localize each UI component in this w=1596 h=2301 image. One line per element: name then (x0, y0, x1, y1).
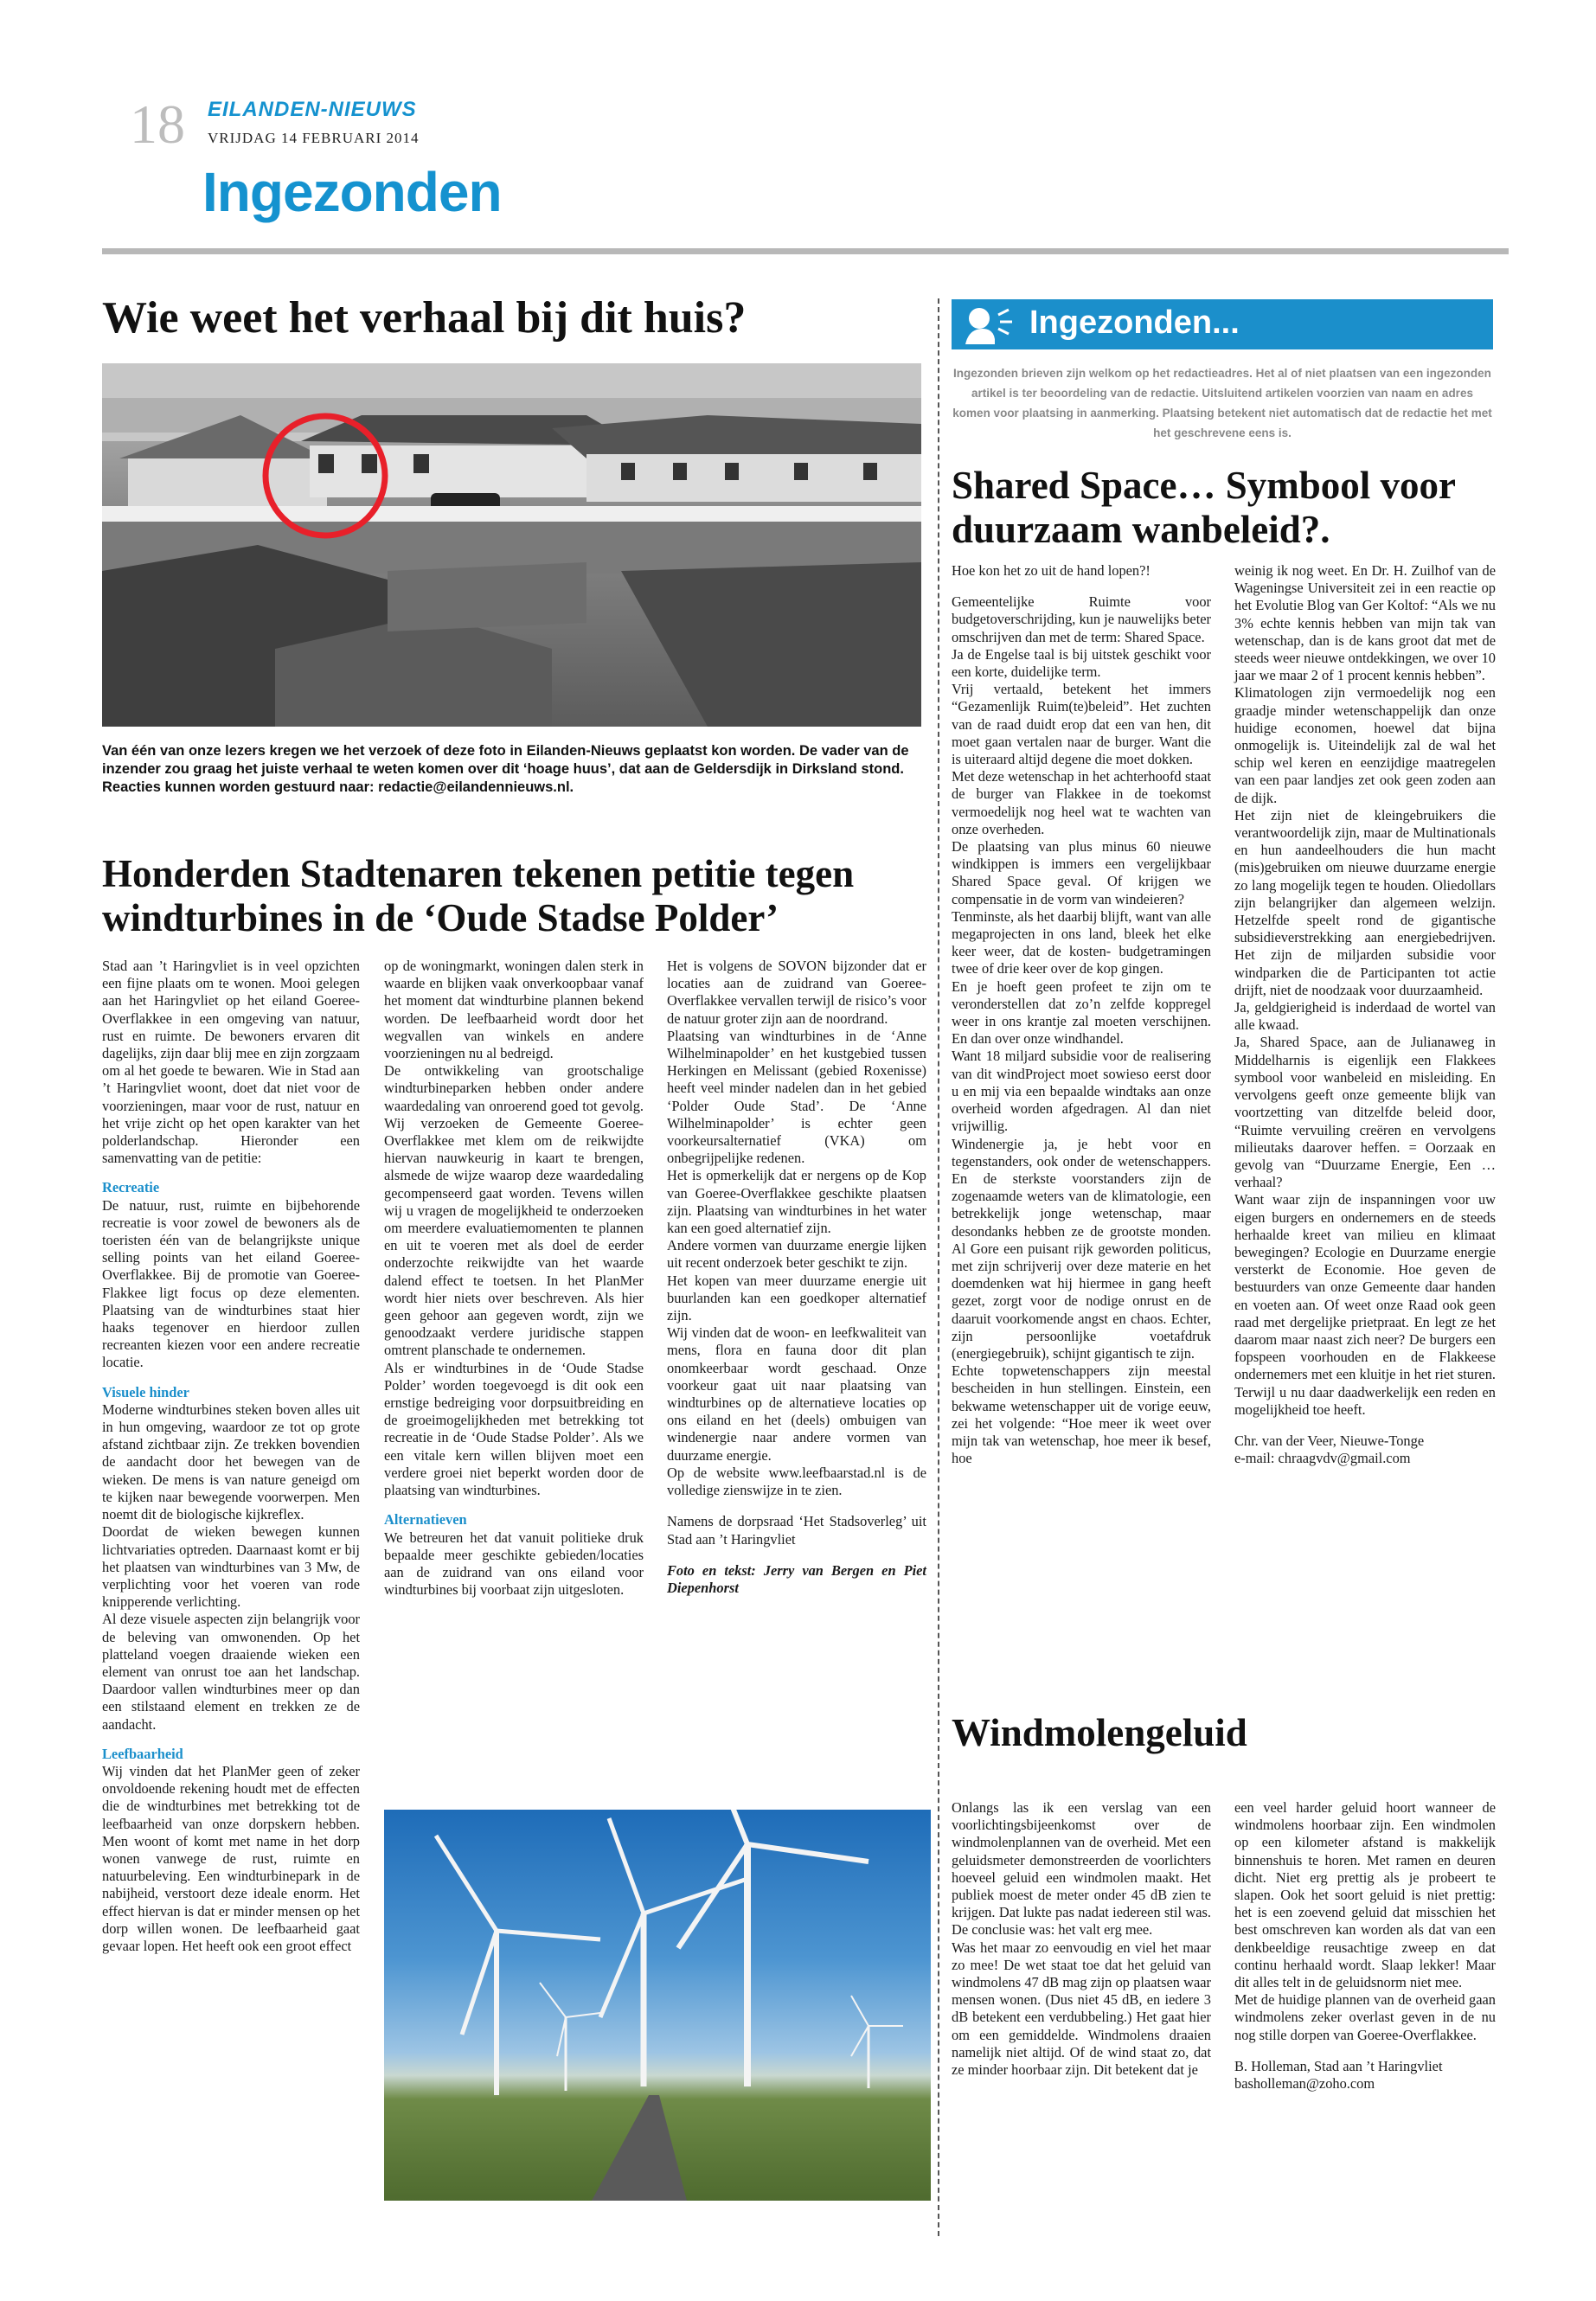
article-shared-space-title: Shared Space… Symbool voor duurzaam wanbeleid?. (952, 464, 1456, 552)
petition-column-3 (667, 958, 926, 1597)
windturbines-drawing (384, 1810, 931, 2201)
paragraph: De natuur, rust, ruimte en bijbehorende recreatie is voor zowel de bewoners als de toeristen één van de belangrijkste unique selling points van het eiland Goeree-Overflakkee. Bij de promotie van Goeree-Flakkee ligt focus op deze elementen. Plaatsing van de windturbines staat hier haaks tegenover en hierdoor zullen recreanten kiezen voor een andere recreatie locatie. (102, 1196, 360, 1371)
author-email: e-mail: chraagvdv@gmail.com (1234, 1450, 1411, 1467)
speaker-icon (957, 299, 1026, 349)
section-title: Ingezonden (202, 161, 502, 223)
house-photo-drawing (102, 363, 921, 727)
paragraph: Al deze visuele aspecten zijn belangrijk voor de beleving van omwonenden. Op het platteland voegen draaiende wieken een element van onrust toe aan het landschap. Daardoor vallen windturbines meer op dan een stilstaand element en trekken ze de aandacht. (102, 1611, 360, 1733)
paragraph: Windenergie ja, je hebt voor en tegenstanders, ook onder de wetenschappers. En de sterkste voorstanders zijn de zogenaamde weters van de klimatologie, een betrekkelijk jonge wetenschap, maar desondanks hebben ze de grootste monden. Al Gore een puisant rijk geworden politicus, met zijn schrijverij over deze materie en het doemdenken wat hij hiermee in gang heeft gezet, zorgt voor de nodige onrust en de daaruit voorkomende angst en chaos. Echter, zijn persoonlijke voetafdruk (energiegebruik), schijnt gigantisch te zijn. (952, 1135, 1211, 1362)
paragraph: Het is opmerkelijk dat er nergens op de Kop van Goeree-Overflakkee geschikte plaatsen zijn. Plaatsing van windturbines in het water kan een goed alternatief zijn. (667, 1167, 926, 1237)
subheading-leefbaarheid: Leefbaarheid (102, 1745, 183, 1762)
paragraph: Andere vormen van duurzame energie lijken uit recent onderzoek beter geschikt te zijn. (667, 1237, 926, 1272)
subheading-recreatie: Recreatie (102, 1179, 160, 1196)
paragraph: Klimatologen zijn vermoedelijk nog een graadje minder wetenschappelijk dan onze huidige economen, hoewel dat bijna onmogelijk is. Uiteindelijk zal de wal het schip wel keren en eenzijdige maatregelen van een paar landjes zet ook geen zoden aan de dijk. (1234, 684, 1496, 806)
paragraph: Het is volgens de SOVON bijzonder dat er locaties aan de zuidrand van Goeree-Overflakkee vervallen terwijl de risico’s voor de natuur groter zijn aan de noordrand. (667, 958, 926, 1027)
windmolengeluid-column-1 (952, 1799, 1211, 2079)
paragraph: Ja, Shared Space, aan de Julianaweg in Middelharnis is eigenlijk een Flakkees symbool voor wanbeleid en misleiding. En vervolgens geeft onze gemeente blijk van voortzetting van ditzelfde beleid door, “Ruimte vervuiling creëren en vervolgens milieutaks daarover heffen. = Oorzaak en gevolg van “Duurzame Energie, Een … verhaal? (1234, 1034, 1496, 1191)
paragraph: Het zijn niet de kleingebruikers die verantwoordelijk zijn, maar de Multinationals en hun aandeelhouders die hun macht (mis)gebruiken om nieuwe duurzame energie zo lang mogelijk tegen te houden. Oliedollars zijn belangrijker dan algemeen welzijn. Hetzelfde speelt rond de gigantische subsidieverstrekking aan energiebedrijven. Het zijn de miljarden subsidie voor windparken die de Participanten tot actie drijft, niet de noodzaak voor duurzaamheid. (1234, 806, 1496, 998)
paragraph: Als er windturbines in de ‘Oude Stadse Polder’ worden toegevoegd is dit ook een ernstige bedreiging voor dorpsuitbreiding en de groeimogelijkheden met betrekking tot recreatie in de ‘Oude Stadse Polder’. Als we een vitale kern willen blijven moet een verdere groei niet beperkt worden door de plaatsing van windturbines. (384, 1359, 644, 1499)
masthead-logo: EILANDEN-NIEUWS (208, 98, 417, 121)
paragraph: Doordat de wieken bewegen kunnen lichtvariaties optreden. Daarnaast komt er bij het plaatsen van windturbines van 3 Mw, de verplichting voor het voeren van rode knipperende verlichting. (102, 1523, 360, 1611)
paragraph: Was het maar zo eenvoudig en viel het maar zo mee! De wet staat toe dat het geluid van windmolens 47 dB mag zijn op plaatsen waar mensen wonen. (Dus niet 45 dB, en iedere 3 dB betekent een verdubbeling.) Het gaat hier om een gemiddelde. Windmolens draaien namelijk niet altijd. Of de wind staat zo, dat ze minder hoorbaar zijn. Dit betekent dat je (952, 1939, 1211, 2079)
article-petition-title: Honderden Stadtenaren tekenen petitie tegen windturbines in de ‘Oude Stadse Polder’ (102, 852, 855, 940)
paragraph: Met deze wetenschap in het achterhoofd staat de burger van Flakkee in de toekomst vermoedelijk nog heel wat te wachten van onze overheden. (952, 768, 1211, 837)
paragraph: Op de website www.leefbaarstad.nl is de volledige zienswijze in te zien. (667, 1464, 926, 1499)
petition-column-2 (384, 958, 644, 1599)
paragraph-signoff: Namens de dorpsraad ‘Het Stadsoverleg’ uit Stad aan ’t Haringvliet (667, 1513, 926, 1548)
paragraph: Plaatsing van windturbines in de ‘Anne Wilhelminapolder’ en het kustgebied tussen Herkingen en Melissant (gebied Roxenisse) heeft veel minder nadelen dan in het gebied ‘Polder Oude Stad’. De ‘Anne Wilhelminapolder’ is echter geen voorkeursalternatief (VKA) om onbegrijpelijke redenen. (667, 1027, 926, 1167)
paragraph: Vrij vertaald, betekent het immers “Gezamenlijk Ruim(te)beleid”. Het zuchten van de raad duidt erop dat een van hen, dit moet gaan vertalen naar de burger. Want die is uiteraard altijd degene die moet dokken. (952, 681, 1211, 768)
paragraph: een veel harder geluid hoort wanneer de windmolens hoorbaar zijn. Een windmolen op een kilometer afstand is makkelijk binnenshuis te horen. Met ramen en deuren dicht. Niet erg prettig als je probeert te slapen. Ook het soort geluid is niet prettig: het is een zoevend geluid dat misschien het best omschreven kan worden als dat van een denkbeeldige reusachtige zweep en dat continu herhaald wordt. Slaap lekker! Maar dit alles telt in de geluidsnorm niet mee. (1234, 1799, 1496, 1991)
author-email: basholleman@zoho.com (1234, 2075, 1375, 2093)
paragraph: De ontwikkeling van grootschalige windturbineparken hebben onder andere waardedaling van onroerend goed tot gevolg. Wij verzoeken de Gemeente Goeree-Overflakkee met klem om de reikwijdte hiervan nauwkeurig in kaart te brengen, alsmede de wijze waarop deze waardedaling gecompenseerd gaat worden. Tevens willen wij u vragen de mogelijkheid te onderzoeken om meerdere evaluatiemomenten te plannen en uit te voeren met als doel de eerder onderzochte reikwijdte van het waarde dalend effect te toetsen. In het PlanMer wordt hier niets over beschreven. Als hier geen gehoor aan gegeven wordt, zijn we genoodzaakt verdere juridische stappen omtrent planschade te ondernemen. (384, 1062, 644, 1359)
photo-credit: Foto en tekst: Jerry van Bergen en Piet Diepenhorst (667, 1561, 926, 1596)
windturbines-photo (384, 1810, 931, 2201)
shared-space-column-2 (1234, 562, 1496, 1467)
subheading-alternatieven: Alternatieven (384, 1511, 467, 1529)
house-photo (102, 363, 921, 727)
paragraph: En je hoeft geen profeet te zijn om te veronderstellen dat zo’n zelfde koppregel weer in ons krantje zal moeten verschijnen. En dan over onze windhandel. (952, 977, 1211, 1048)
paragraph: Hoe kon het zo uit de hand lopen?! (952, 562, 1151, 579)
paragraph: op de woningmarkt, woningen dalen sterk in waarde en blijken vaak onverkoopbaar vanaf het moment dat windturbine plannen bekend worden. De leefbaarheid wordt door het wegvallen van winkels en andere voorzieningen nu al bedreigd. (384, 958, 644, 1062)
petition-column-1 (102, 958, 360, 1955)
paragraph: Want 18 miljard subsidie voor de realisering van dit windProject moet sowieso eerst door u en mij via een bepaalde windtaks aan onze overheid worden afgedragen. Al dan niet vrijwillig. (952, 1048, 1211, 1135)
letters-box-title: Ingezonden... (1029, 304, 1240, 341)
paragraph: We betreuren het dat vanuit politieke druk bepaalde meer geschikte gebieden/locaties aan de zuidrand van ons eiland voor windturbines bij voorbaat zijn uitgesloten. (384, 1529, 644, 1599)
paragraph: De plaatsing van plus minus 60 nieuwe windkippen is immers een vergelijkbaar Shared Space geval. Of krijgen we compensatie in de vorm van windeieren? (952, 838, 1211, 907)
paragraph: weinig ik nog weet. En Dr. H. Zuilhof van de Wageningse Universiteit zei in een reactie op het Evolutie Blog van Ger Koltof: “Als we nu 3% echte kennis hebben van mijn tak van wetenschap, dan is de kans groot dat met de steeds weer nieuwe ontdekkingen, we over 10 jaar we maar 2 of 1 procent kennis hebben”. (1234, 562, 1496, 684)
subheading-visuele-hinder: Visuele hinder (102, 1383, 189, 1400)
article-house-title: Wie weet het verhaal bij dit huis? (102, 293, 747, 343)
letters-box-text: Ingezonden brieven zijn welkom op het redactieadres. Het al of niet plaatsen van een ingezonden artikel is ter beoordeling van de redactie. Uitsluitend artikelen voorzien van naam en adres komen voor plaatsing in aanmerking. Plaatsing betekent niet automatisch dat de redactie het met het geschrevene eens is. (952, 367, 1492, 439)
publication-date: VRIJDAG 14 FEBRUARI 2014 (208, 130, 420, 146)
paragraph: Gemeentelijke Ruimte voor budgetoverschrijding, kun je nauwelijks beter omschrijven dan met de term: Shared Space. (952, 593, 1211, 645)
page-number: 18 (130, 93, 185, 155)
paragraph: Echte topwetenschappers zijn meestal bescheiden in hun stellingen. Einstein, een bekwame wetenschapper uit de vorige eeuw, zei het volgende: “Hoe meer ik weet over mijn tak van wetenschap, hoe meer ik besef, hoe (952, 1362, 1211, 1467)
paragraph: Moderne windturbines steken boven alles uit in hun omgeving, waardoor ze tot op grote afstand zichtbaar zijn. Ze trekken bovendien de aandacht door het bewegen van de wieken. De mens is van nature geneigd om te kijken naar bewegende voorwerpen. Men noemt dit de biologische kijkreflex. (102, 1400, 360, 1523)
paragraph: Want waar zijn de inspanningen voor uw eigen burgers en ondernemers en de steeds herhaalde kreet van milieu en klimaat bewegingen? Ecologie en Duurzame energie versterkt de Economie. Hoe geven de bestuurders van onze Gemeente daar handen en voeten aan. Of weet onze Raad ook geen raad met dergelijke prietpraat. En legt ze het daarom maar naast zich neer? De burgers een fopspeen voorhouden en de Flakkeese ondernemers met een kluitje in het riet sturen. Terwijl u nu daar daadwerkelijk een reden en mogelijkheid toe heeft. (1234, 1191, 1496, 1418)
house-photo-caption: Van één van onze lezers kregen we het verzoek of deze foto in Eilanden-Nieuws geplaatst kon worden. De vader van de inzender zou graag het juiste verhaal te weten komen over dit ‘hoage huus’, dat aan de Geldersdijk in Dirksland stond. Reacties kunnen worden gestuurd naar: redactie@eilandennieuws.nl. (102, 743, 909, 795)
paragraph: Het kopen van meer duurzame energie uit buurlanden kan een goedkoper alternatief zijn. (667, 1272, 926, 1324)
shared-space-column-1 (952, 562, 1211, 1467)
paragraph: Wij vinden dat het PlanMer geen of zeker onvoldoende rekening houdt met de effecten die de windturbines met betrekking tot de leefbaarheid van onze dorpskern hebben. Men woont of komt met name in het dorp wonen vanwege de rust, ruimte en natuurbeleving. Een windturbinepark in de nabijheid, verstoort deze ideale enorm. Het effect hiervan is dat er minder mensen op het dorp willen wonen. De leefbaarheid gaat gevaar lopen. Het heeft ook een groot effect (102, 1762, 360, 1954)
paragraph: Met de huidige plannen van de overheid gaan windmolens zeker overlast geven in de nu nog stille dorpen van Goeree-Overflakkee. (1234, 1991, 1496, 2043)
author-name: B. Holleman, Stad aan ’t Haringvliet (1234, 2057, 1443, 2074)
paragraph: Ja de Engelse taal is bij uitstek geschikt voor een korte, duidelijke term. (952, 645, 1211, 681)
paragraph: Onlangs las ik een verslag van een voorlichtingsbijeenkomst over de windmolenplannen van de overheid. Met een geluidsmeter demonstreerden de voorlichters hoeveel geluid een windmolen maakt. Het publiek moest de meter onder 45 dB zien te krijgen. Dat lukte pas nadat iedereen stil was. De conclusie was: het valt erg mee. (952, 1799, 1211, 1939)
paragraph: Wij vinden dat de woon- en leefkwaliteit van mens, flora en fauna door dit plan onomkeerbaar wordt geschaad. Onze voorkeur gaat uit naar plaatsing van windturbines op de alternatieve locaties op ons eiland en het (deels) ombuigen van windenergie naar andere vormen van duurzame energie. (667, 1324, 926, 1464)
paragraph: Ja, geldgierigheid is inderdaad de wortel van alle kwaad. (1234, 999, 1496, 1034)
header-rule (102, 248, 1509, 254)
article-windmolengeluid-title: Windmolengeluid (952, 1711, 1247, 1754)
paragraph: Tenminste, als het daarbij blijft, want van alle megaprojecten in ons land, bleek het elke keer weer, dat de kosten- budgetramingen twee of drie keer over de kop gingen. (952, 907, 1211, 977)
paragraph: Stad aan ’t Haringvliet is in veel opzichten een fijne plaats om te wonen. Mooi gelegen aan het Haringvliet op het eiland Goeree-Overflakkee in een omgeving van natuur, rust en ruimte. De bewoners ervaren dit dagelijks, zijn daar blij mee en zijn zorgzaam om al het goede te bewaren. Wie in Stad aan ’t Haringvliet woont, doet dat niet voor de voorzieningen, maar voor de rust, natuur en het vrije zicht op het open karakter van het polderlandschap. Hieronder een samenvatting van de petitie: (102, 958, 360, 1167)
column-divider (938, 298, 939, 2236)
author-name: Chr. van der Veer, Nieuwe-Tonge (1234, 1432, 1425, 1449)
letters-box-header (952, 299, 1493, 349)
windmolengeluid-column-2 (1234, 1799, 1496, 2093)
